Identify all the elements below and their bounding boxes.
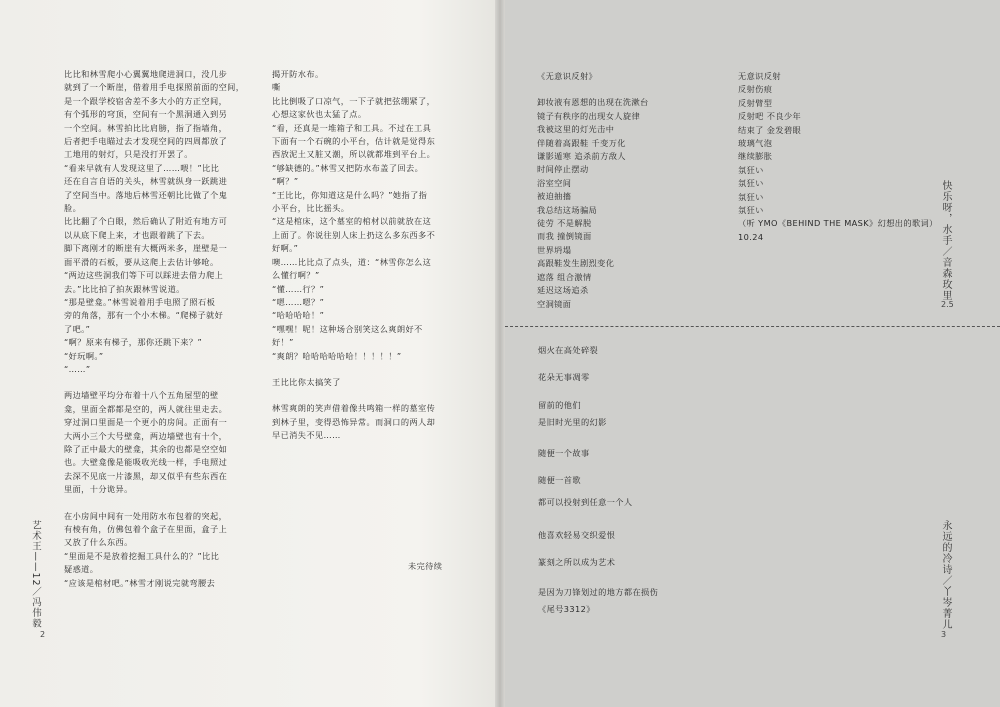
story-line: 是一个跟学校宿舍差不多大小的方正空间， — [64, 95, 228, 106]
story-line: 比比倒吸了口凉气，一下子就把弦绷紧了， — [272, 95, 436, 106]
poem-line: 玻璃气泡 — [738, 138, 773, 149]
story-line: “两边这些洞我们等下可以踩进去借力爬上 — [64, 270, 224, 281]
story-line: 又放了什么东西。 — [64, 537, 133, 548]
story-line: 旁的角落，那有一个小木梯。“爬梯子就好 — [64, 310, 224, 321]
story-line: “懂……行？” — [272, 283, 325, 294]
poem-line: 氛狂い — [738, 191, 764, 202]
poem-line: 《尾号3312》 — [538, 604, 595, 614]
paragraph-gap — [64, 376, 274, 389]
poem-line: 延迟这场追杀 — [537, 285, 589, 296]
poem-line: 10.24 — [738, 231, 764, 242]
poem1-side-number: 2.5 — [941, 300, 954, 309]
poem-line: 我总结这场骗局 — [537, 204, 598, 215]
story-line: 后者把手电瞄过去才发现空间的四周都放了 — [64, 136, 228, 147]
left-side-title: 艺术王——12／冯伟毅 — [30, 520, 41, 629]
story-line: 好啊。” — [272, 243, 299, 254]
right-page-number: 3 — [941, 630, 947, 639]
story-line: 以从底下爬上来，才也跟着跳了下去。 — [64, 229, 210, 240]
poem1-side-title: 快乐呀，水手／音森玫里 — [940, 180, 951, 301]
poem-line: 随便一个故事 — [538, 448, 590, 458]
story-line: “……” — [64, 363, 91, 374]
story-line: 两边墙壁平均分布着十八个五角屋型的壁 — [64, 390, 219, 401]
poem-line: 继续膨胀 — [738, 151, 773, 162]
story-line: 有棱有角，仿佛包着个盒子在里面，盒子上 — [64, 524, 228, 534]
poem-line: 反射吧 不良少年 — [738, 111, 802, 122]
story-line: 噢……比比点了点头，道：“林雪你怎么这 — [272, 256, 432, 267]
poem-line: 伴随着高跟鞋 千变万化 — [537, 137, 626, 148]
story-line: 里面，十分诡异。 — [64, 484, 133, 495]
story-line: 就到了一个断崖，借着用手电探照前面的空间， — [64, 82, 245, 93]
story-line: “王比比，你知道这是什么吗？”她指了指 — [272, 189, 428, 200]
story-line: 好！” — [272, 337, 294, 348]
paragraph-gap — [64, 497, 274, 510]
story-line: 上面了。你说往别人床上扔这么多东西多不 — [272, 229, 436, 240]
poem-line: 无意识反射 — [738, 71, 781, 81]
story-column-1 — [64, 68, 274, 590]
story-column-2 — [272, 68, 480, 443]
poem-line: 谦影遁寒 追杀前方敌人 — [537, 151, 626, 162]
story-line: 脚下离刚才的断崖有大概两米多，崖壁是一 — [64, 243, 228, 254]
story-line: 揭开防水布。 — [272, 69, 324, 79]
story-line: 脸。 — [64, 203, 82, 214]
story-line: “哈哈哈哈！” — [272, 310, 325, 321]
poem-line: 遮落 组合激情 — [537, 271, 592, 282]
story-line: “啊？” — [272, 176, 299, 187]
poem2-side-title: 永远的冷诗／丫岑菁儿 — [940, 520, 951, 630]
story-line: 西放泥土又脏又潮，所以就都堆到平台上。 — [272, 149, 436, 160]
story-line: 下面有一个石碗的小平台，估计就是觉得东 — [272, 136, 436, 147]
poem-line: 高跟鞋发生剧烈变化 — [537, 258, 615, 269]
story-line: 嘶 — [272, 82, 281, 93]
story-line: “够缺德的。”林雪又把防水布盖了回去。 — [272, 162, 424, 173]
story-line: 早已消失不见…… — [272, 430, 341, 441]
story-line: “这是棺床，这个墓室的棺材以前就放在这 — [272, 216, 432, 227]
poem-line: 徒劳 不是解脱 — [537, 218, 592, 229]
poem-line: 我被这里的灯光击中 — [537, 124, 615, 135]
story-line: 小平台，比比摇头。 — [272, 203, 350, 214]
story-line: 工地用的射灯，只是没打开罢了。 — [64, 149, 193, 160]
poem-line: 他喜欢轻易交织爱恨 — [538, 530, 616, 540]
poem-line: 随便一首歌 — [538, 475, 581, 485]
left-page — [0, 0, 495, 707]
story-line: 除了正中最大的壁龛，其余的也都是空空如 — [64, 443, 228, 454]
book-gutter — [495, 0, 505, 707]
story-line: 去深不见底一片漆黑，却又似乎有些东西在 — [64, 470, 228, 481]
poem-line: 《无意识反射》 — [537, 71, 598, 81]
poem-line: （听 YMO《BEHIND THE MASK》幻想出的歌词） — [738, 218, 938, 229]
story-line: 在小房间中间有一处用防水布包着的突起， — [64, 510, 228, 521]
story-line: 林雪爽朗的笑声借着像共鸣箱一样的墓室传 — [272, 403, 436, 414]
poem-line: 反射臂型 — [738, 97, 773, 108]
story-line: 一个空间。林雪拍比比肩膀，指了指墙角， — [64, 122, 228, 133]
story-line: 也。大壁龛像是能吸收光线一样，手电照过 — [64, 457, 228, 468]
story-line: “嗯……嗯？” — [272, 296, 325, 307]
poem-line: 世界坍塌 — [537, 244, 572, 255]
paragraph-gap — [537, 83, 737, 96]
story-line: “里面是不是放着挖掘工具什么的？”比比 — [64, 550, 220, 561]
poem-line: 是旧时光里的幻影 — [538, 417, 607, 427]
story-line: 面平滑的石板，要从这爬上去估计够呛。 — [64, 256, 219, 267]
poem-line: 氛狂い — [738, 164, 764, 175]
poem-line: 都可以投射到任意一个人 — [538, 497, 633, 507]
poem-line: 篆刻之所以成为艺术 — [538, 557, 616, 567]
story-line: “应该是棺材吧。”林雪才刚说完就弯腰去 — [64, 577, 216, 588]
story-line: “爽朗？哈哈哈哈哈哈！！！！！” — [272, 350, 402, 361]
poem-line: 结束了 金发碧眼 — [738, 124, 802, 135]
poem-line: 氛狂い — [738, 178, 764, 189]
section-divider — [505, 326, 1000, 327]
story-line: 去。”比比拍了拍灰跟林雪说道。 — [64, 283, 185, 294]
story-line: 王比比你太搞笑了 — [272, 376, 341, 387]
story-line: “嘿嘿！呢！这种场合别笑这么爽朗好不 — [272, 323, 423, 334]
story-line: 到林子里，变得恐怖异常。而洞口的两人却 — [272, 416, 436, 427]
poem-line: 而我 撞倒镜面 — [537, 231, 592, 242]
story-line: 了空间当中。落地后林雪还朝比比做了个鬼 — [64, 189, 228, 200]
story-line: 还在自言自语的关头，林雪就纵身一跃跳进 — [64, 176, 228, 187]
poem-line: 被迫抽搐 — [537, 191, 572, 202]
story-line: 有个弧形的穹顶，空间有一个黑洞通入到另 — [64, 109, 228, 120]
story-line: 么懂行啊？” — [272, 270, 320, 281]
story-line: “啊？原来有梯子，那你还跳下来？” — [64, 337, 203, 348]
poem-line: 镜子有秩序的出现女人旋律 — [537, 110, 641, 121]
story-line: 大两小三个大号壁龛，两边墙壁也有十个， — [64, 430, 228, 441]
story-line: “看来早就有人发现这里了……喂！”比比 — [64, 162, 220, 173]
story-line: 穿过洞口里面是一个更小的房间。正面有一 — [64, 417, 228, 428]
poem-line: 氛狂い — [738, 205, 764, 216]
poem1-left-column — [537, 70, 737, 311]
poem-line: 花朵无事凋零 — [538, 372, 590, 382]
story-line: 心想这家伙也太猛了点。 — [272, 109, 367, 120]
story-line: 比比翻了个白眼，然后确认了附近有地方可 — [64, 216, 228, 227]
poem-line: 反射伤痕 — [738, 84, 773, 95]
poem-line: 是因为刀锋划过的地方都在损伤 — [538, 587, 659, 597]
poem-line: 时间停止摆动 — [537, 164, 589, 175]
story-line: 了吧。” — [64, 323, 91, 334]
story-line: “看，还真是一堆箱子和工具。不过在工具 — [272, 122, 432, 133]
paragraph-gap — [272, 389, 480, 402]
poem-line: 空洞镜面 — [537, 298, 572, 309]
to-be-continued: 未完待续 — [408, 561, 443, 571]
paragraph-gap — [272, 363, 480, 376]
poem-line: 卸妆液有恩想的出现在洗漱台 — [537, 97, 649, 108]
story-line: 龛，里面全都都是空的，两人就往里走去。 — [64, 403, 228, 414]
story-line: 比比和林雪爬小心翼翼地爬进洞口，没几步 — [64, 69, 228, 79]
poem-line: 留前的他们 — [538, 400, 581, 410]
poem-line: 浴室空间 — [537, 177, 572, 188]
poem-line: 烟火在高处碎裂 — [538, 345, 599, 355]
story-line: 疑惑道。 — [64, 564, 99, 575]
story-line: “好玩啊。” — [64, 350, 104, 361]
left-page-number: 2 — [40, 630, 46, 639]
story-line: “那是壁龛。”林雪说着用手电照了照石板 — [64, 296, 216, 307]
